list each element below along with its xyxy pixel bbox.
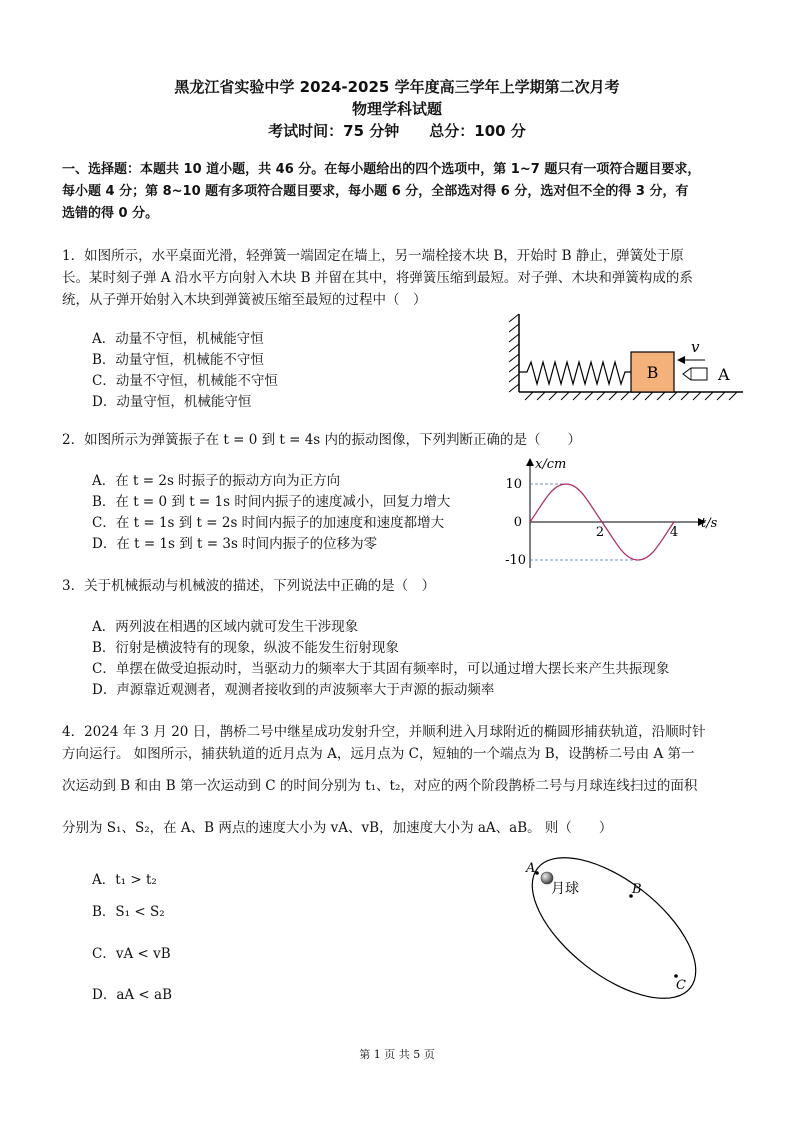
y-axis-label: x/cm [535,457,567,472]
q2-option-a[interactable]: A．在 t = 2s 时振子的振动方向为正方向 [92,473,341,489]
q2-option-c[interactable]: C．在 t = 1s 到 t = 2s 时间内振子的加速度和速度都增大 [92,515,445,531]
point-c-label: C [676,978,686,993]
q1-stem-line3: 统，从子弹开始射入木块到弹簧被压缩至最短的过程中（ ） [62,292,427,308]
velocity-label: v [691,338,700,356]
block-b-label: B [646,363,659,382]
q3-option-a[interactable]: A．两列波在相遇的区域内就可发生干涉现象 [92,619,359,635]
q1-stem-line1: 1．如图所示，水平桌面光滑，轻弹簧一端固定在墙上，另一端栓接木块 B，开始时 B 静止，弹簧处于原 [62,248,684,264]
spring-block-figure [505,310,755,405]
q4-stem-line2: 方向运行。 如图所示，捕获轨道的近月点为 A，远月点为 C，短轴的一个端点为 B，设鹊桥二号由 A 第一 [62,746,695,762]
q4-stem-line1: 4．2024 年 3 月 20 日，鹊桥二号中继星成功发射升空，并顺利进入月球附近的椭圆形捕获轨道，沿顺时针 [62,724,706,740]
q1-option-c[interactable]: C．动量不守恒，机械能不守恒 [92,373,278,389]
bullet-a [683,368,707,380]
q3-stem: 3．关于机械振动与机械波的描述，下列说法中正确的是（ ） [62,578,436,594]
exam-info: 考试时间：75 分钟 总分：100 分 [268,122,526,140]
point-b-label: B [632,882,642,897]
spring [519,362,631,384]
bullet-a-label: A [718,365,730,384]
q4-stem-line3: 次运动到 B 和由 B 第一次运动到 C 的时间分别为 t₁、t₂，对应的两个阶段鹊桥二号与月球连线扫过的面积 [62,778,698,794]
section-heading-line1: 一、选择题：本题共 10 道小题，共 46 分。在每小题给出的四个选项中，第 1~7 题只有一项符合题目要求， [62,162,701,177]
section-heading-line2: 每小题 4 分；第 8~10 题有多项符合题目要求，每小题 6 分，全部选对得 6 分，选对但不全的得 3 分，有 [62,184,689,199]
point-a-label: A [526,861,536,876]
moon-label: 月球 [551,881,579,897]
x-tick-4: 4 [669,525,679,540]
y-tick-10: 10 [505,477,522,492]
q3-option-c[interactable]: C．单摆在做受迫振动时，当驱动力的频率大于其固有频率时，可以通过增大摆长来产生共振现象 [92,661,670,677]
q1-stem-line2: 长。某时刻子弹 A 沿水平方向射入木块 B 并留在其中，将弹簧压缩到最短。对子弹、木块和弹簧构成的系 [62,270,693,286]
q1-option-d[interactable]: D．动量守恒，机械能守恒 [92,394,252,410]
page-footer: 第 1 页 共 5 页 [359,1048,435,1061]
orbit-figure [515,852,725,1002]
q2-option-b[interactable]: B．在 t = 0 到 t = 1s 时间内振子的速度减小，回复力增大 [92,494,451,510]
q4-option-c[interactable]: C．vA < vB [92,946,171,962]
y-tick-neg10: -10 [505,553,526,568]
x-tick-2: 2 [595,525,605,540]
q3-option-b[interactable]: B．衍射是横波特有的现象，纵波不能发生衍射现象 [92,640,399,656]
q4-option-a[interactable]: A．t₁ > t₂ [92,872,157,888]
oscillation-graph [500,450,740,575]
x-axis-label: t/s [701,516,718,531]
q3-option-d[interactable]: D．声源靠近观测者，观测者接收到的声波频率大于声源的振动频率 [92,682,495,698]
q4-option-d[interactable]: D．aA < aB [92,987,172,1003]
q2-option-d[interactable]: D．在 t = 1s 到 t = 3s 时间内振子的位移为零 [92,536,378,552]
exam-title: 黑龙江省实验中学 2024-2025 学年度高三学年上学期第二次月考 [174,78,620,96]
section-heading-line3: 选错的得 0 分。 [62,206,159,221]
subject-title: 物理学科试题 [351,100,442,118]
q2-stem: 2．如图所示为弹簧振子在 t = 0 到 t = 4s 内的振动图像，下列判断正确的是（ ） [62,432,581,448]
q4-stem-line4: 分别为 S₁、S₂，在 A、B 两点的速度大小为 vA、vB，加速度大小为 aA、aB。 则（ ） [62,820,613,836]
q1-option-b[interactable]: B．动量守恒，机械能不守恒 [92,352,264,368]
q1-option-a[interactable]: A．动量不守恒，机械能守恒 [92,331,264,347]
q4-option-b[interactable]: B．S₁ < S₂ [92,904,165,920]
y-tick-0: 0 [513,515,522,530]
